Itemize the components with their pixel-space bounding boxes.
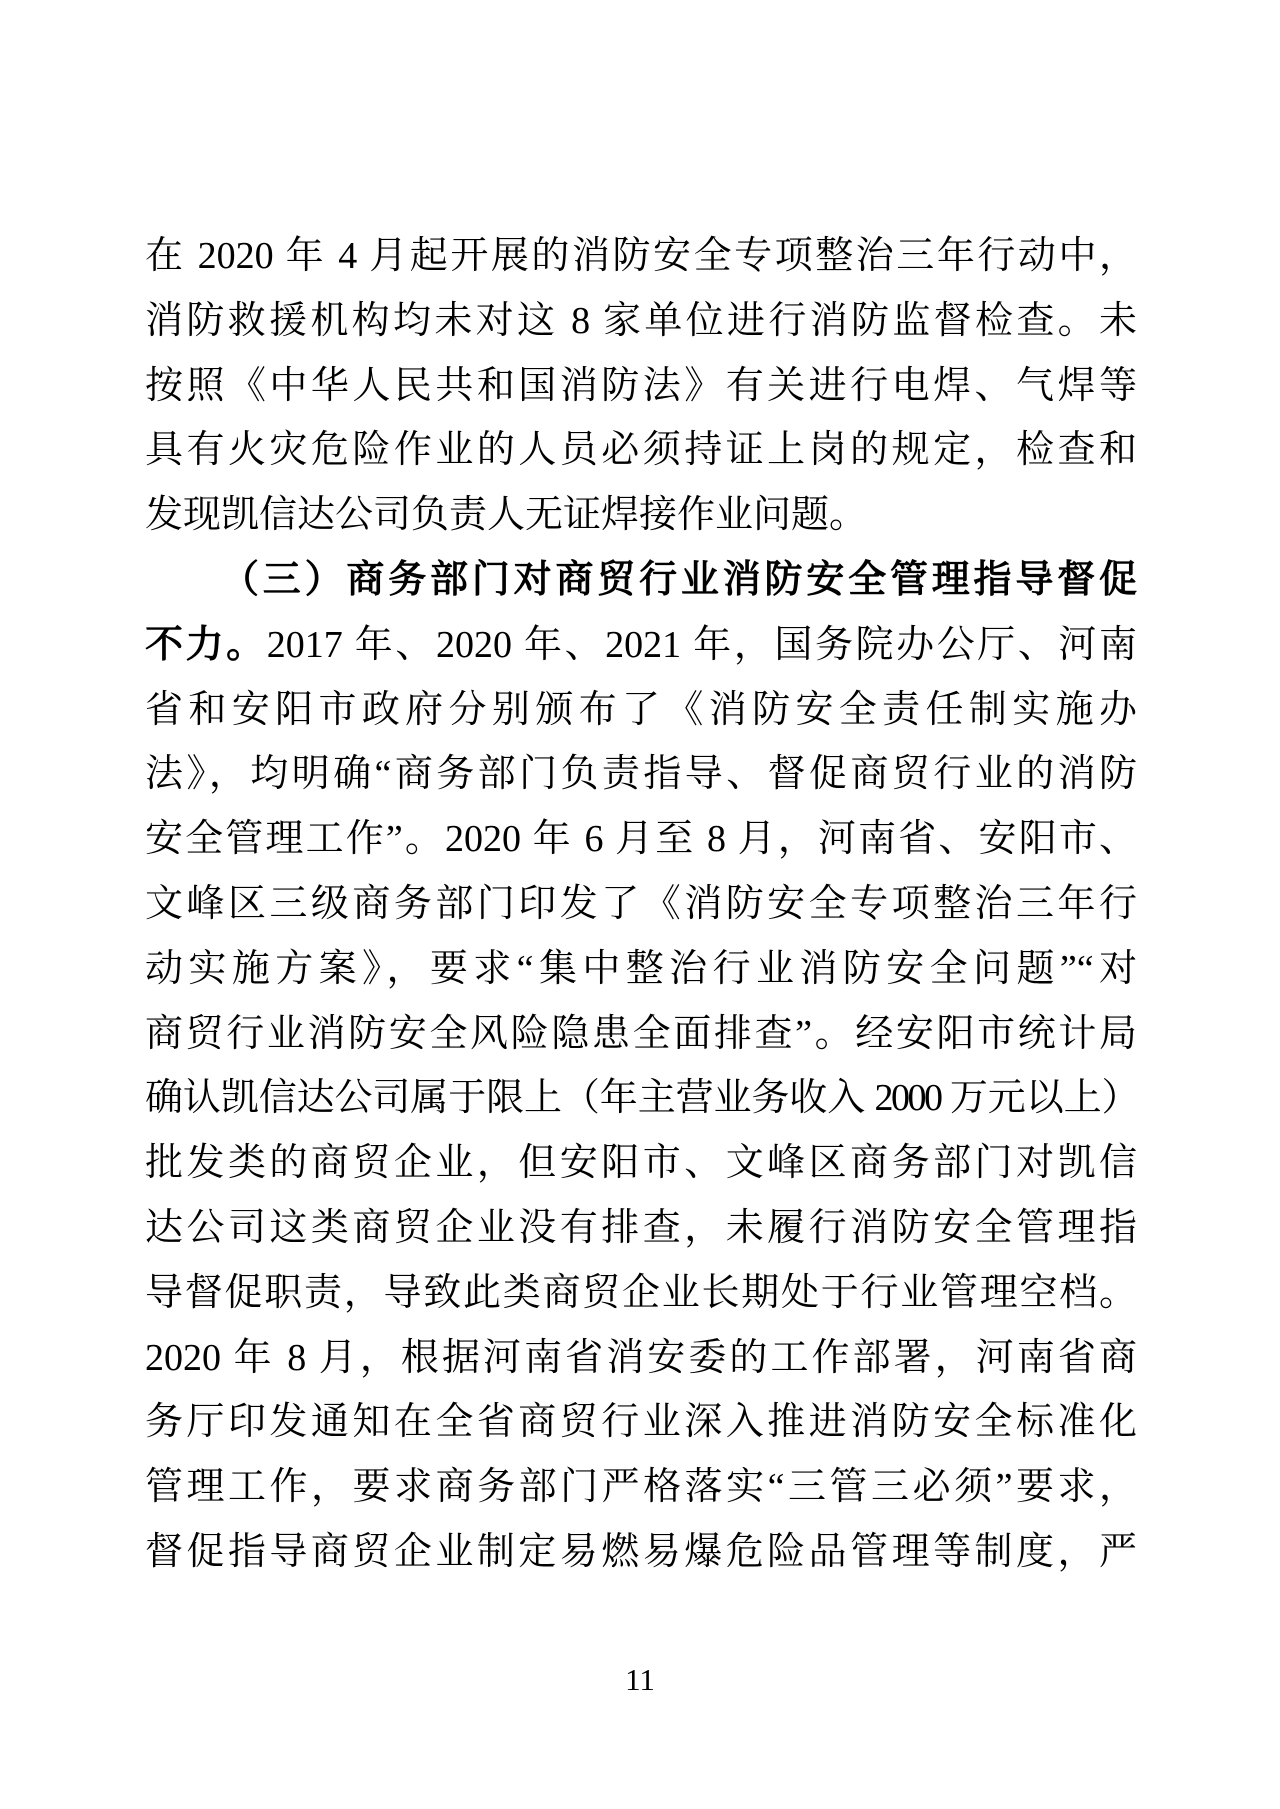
heading-tail: 不力。 bbox=[145, 623, 267, 666]
document-body bbox=[145, 224, 1137, 1585]
text-line: 文峰区三级商务部门印发了《消防安全专项整治三年行 bbox=[145, 882, 1137, 925]
text-line: 动实施方案》，要求“集中整治行业消防安全问题”“对 bbox=[145, 947, 1137, 990]
text-line: 2020 年 8 月，根据河南省消安委的工作部署，河南省商 bbox=[145, 1336, 1137, 1379]
text-line: 安全管理工作”。2020 年 6 月至 8 月，河南省、安阳市、 bbox=[145, 818, 1137, 861]
text-line bbox=[145, 613, 1137, 678]
text-line: 督促指导商贸企业制定易燃易爆危险品管理等制度，严 bbox=[145, 1530, 1137, 1573]
text-line: 在 2020 年 4 月起开展的消防安全专项整治三年行动中， bbox=[145, 235, 1137, 277]
text-line: 省和安阳市政府分别颁布了《消防安全责任制实施办 bbox=[145, 688, 1137, 731]
text-line: 务厅印发通知在全省商贸行业深入推进消防安全标准化 bbox=[145, 1401, 1137, 1444]
text-segment: 2017 年、2020 年、2021 年，国务院办公厅、河南 bbox=[266, 623, 1137, 666]
text-line: 确认凯信达公司属于限上（年主营业务收入 2000 万元以上） bbox=[145, 1077, 1137, 1120]
text-line: 商贸行业消防安全风险隐患全面排查”。经安阳市统计局 bbox=[145, 1012, 1137, 1055]
text-line: 消防救援机构均未对这 8 家单位进行消防监督检查。未 bbox=[145, 299, 1137, 342]
text-line: 批发类的商贸企业，但安阳市、文峰区商务部门对凯信 bbox=[145, 1142, 1137, 1185]
text-line: 法》，均明确“商务部门负责指导、督促商贸行业的消防 bbox=[145, 753, 1137, 796]
text-line: 达公司这类商贸企业没有排查，未履行消防安全管理指 bbox=[145, 1206, 1137, 1249]
section-heading-line: （三）商务部门对商贸行业消防安全管理指导督促 bbox=[221, 558, 1137, 601]
text-line: 管理工作，要求商务部门严格落实“三管三必须”要求， bbox=[145, 1466, 1137, 1509]
text-line: 发现凯信达公司负责人无证焊接作业问题。 bbox=[145, 494, 868, 537]
page-number: 11 bbox=[625, 1662, 655, 1697]
text-line: 按照《中华人民共和国消防法》有关进行电焊、气焊等 bbox=[145, 364, 1137, 407]
text-line: 导督促职责，导致此类商贸企业长期处于行业管理空档。 bbox=[145, 1271, 1137, 1314]
text-line: 具有火灾危险作业的人员必须持证上岗的规定，检查和 bbox=[145, 429, 1137, 472]
